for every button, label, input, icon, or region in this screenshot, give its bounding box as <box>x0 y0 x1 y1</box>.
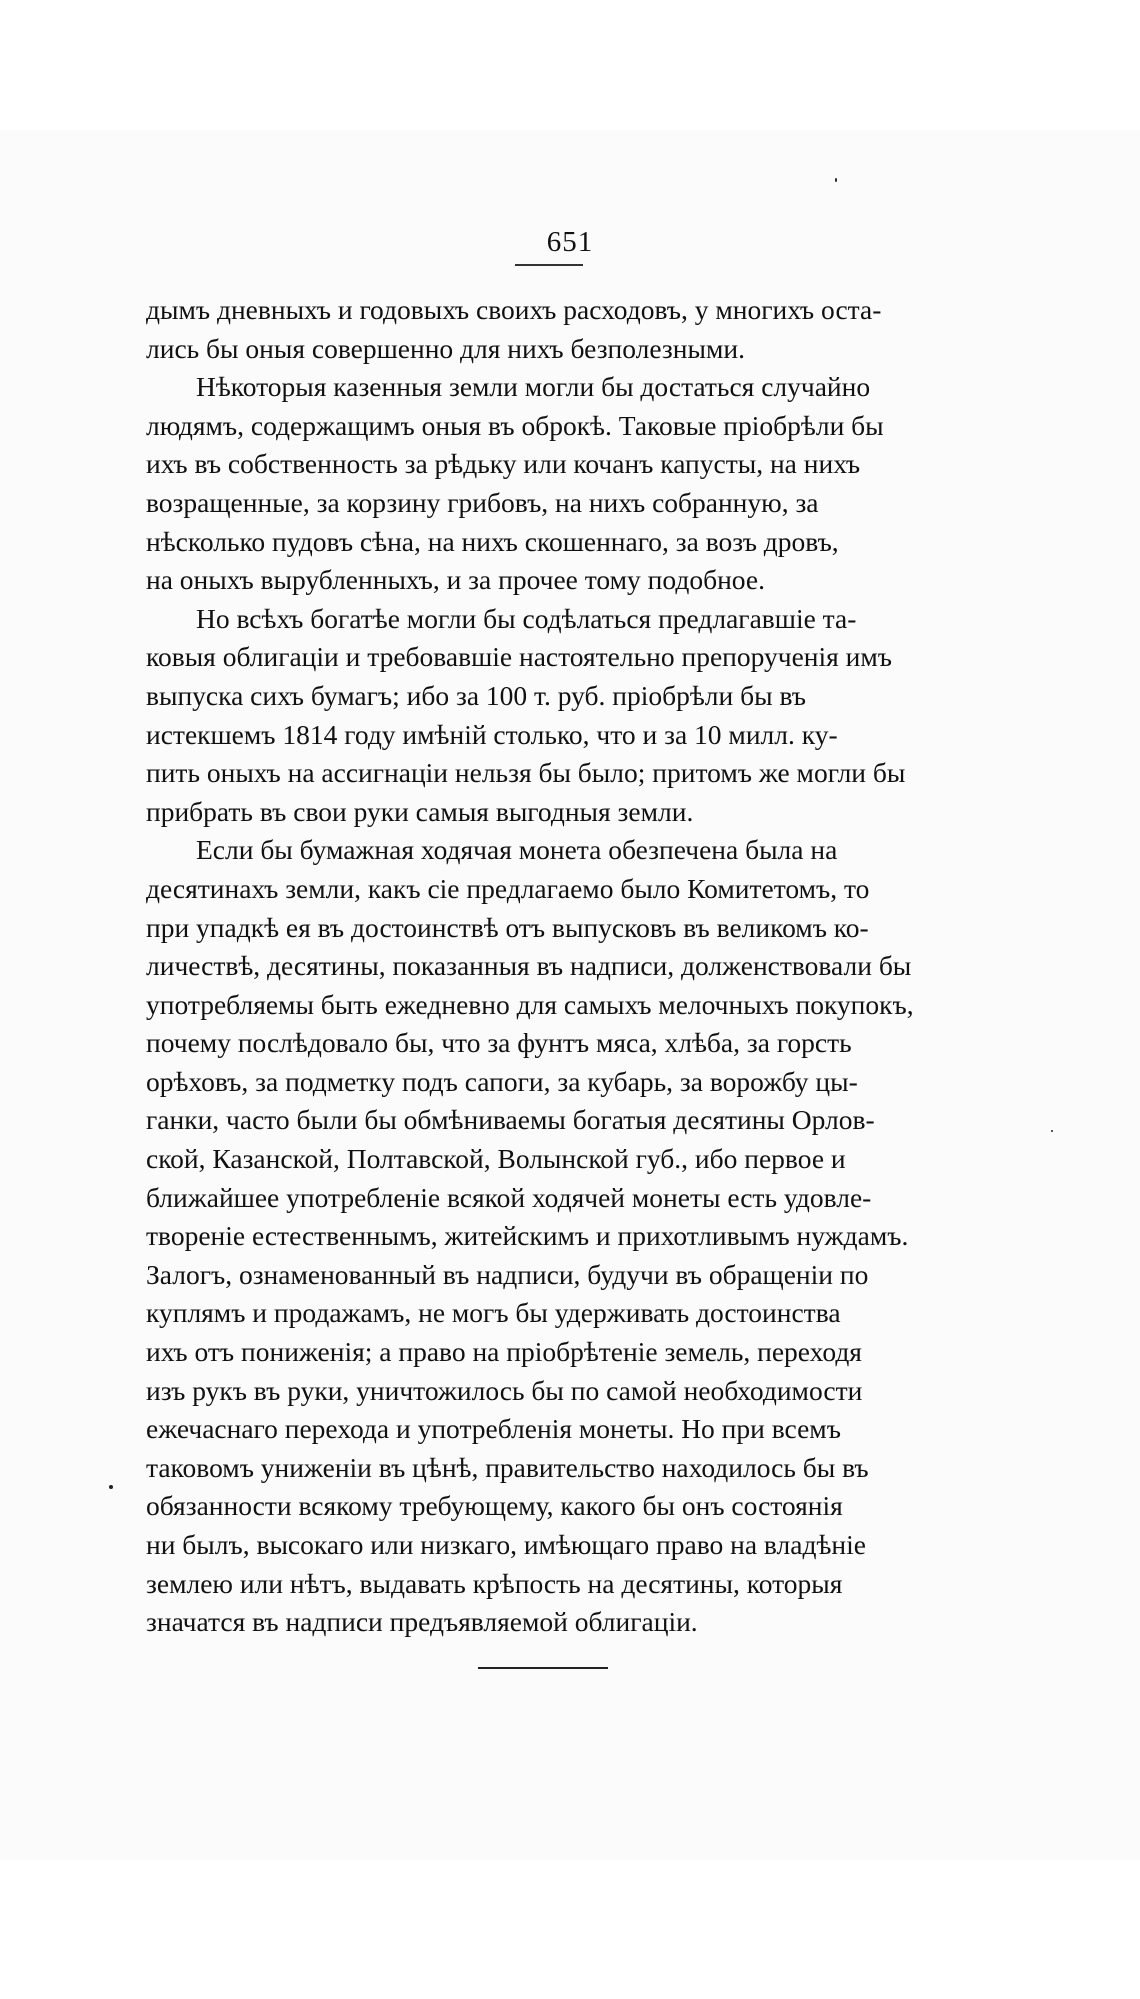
text-line: при упадкѣ ея въ достоинствѣ отъ выпусковъ въ великомъ ко- <box>146 911 869 943</box>
section-end-rule <box>478 1667 608 1669</box>
scan-speck <box>835 178 837 182</box>
text-line: ковыя облигаціи и требовавшіе настоятельно препорученія имъ <box>146 641 893 673</box>
page-number-rule <box>515 264 583 266</box>
text-line: таковомъ униженіи въ цѣнѣ, правительство находилось бы въ <box>146 1451 869 1483</box>
text-line: значатся въ надписи предъявляемой облигаціи. <box>146 1606 698 1638</box>
text-line: орѣховъ, за подметку подъ сапоги, за кубарь, за ворожбу цы- <box>146 1065 858 1097</box>
text-line: ни былъ, высокаго или низкаго, имѣющаго право на владѣніе <box>146 1529 866 1560</box>
text-line: на оныхъ вырубленныхъ, и за прочее тому подобное. <box>146 564 765 596</box>
text-line: десятинахъ земли, какъ сіе предлагаемо было Комитетомъ, то <box>146 872 870 904</box>
text-line: куплямъ и продажамъ, не могъ бы удерживать достоинства <box>146 1297 841 1329</box>
text-line: ской, Казанской, Полтавской, Волынской губ., ибо первое и <box>146 1143 846 1175</box>
text-line: лись бы оныя совершенно для нихъ безполезными. <box>146 332 745 364</box>
scan-speck <box>109 1485 113 1489</box>
text-line: изъ рукъ въ руки, уничтожилось бы по самой необходимости <box>146 1374 863 1406</box>
body-text <box>146 291 941 1642</box>
text-line: ежечаснаго перехода и употребленія монеты. Но при всемъ <box>146 1413 841 1445</box>
text-line: ганки, часто были бы обмѣниваемы богатыя десятины Орлов- <box>146 1104 875 1136</box>
text-line: Залогъ, ознаменованный въ надписи, будучи въ обращеніи по <box>146 1258 869 1290</box>
paragraph-start-line: Но всѣхъ богатѣе могли бы содѣлаться предлагавшіе та- <box>196 602 857 634</box>
text-line: прибрать въ свои руки самыя выгодныя земли. <box>146 795 694 827</box>
text-line: людямъ, содержащимъ оныя въ оброкѣ. Таковые пріобрѣли бы <box>146 409 884 441</box>
text-line: твореніе естественнымъ, житейскимъ и прихотливымъ нуждамъ. <box>146 1220 909 1252</box>
text-line: ихъ отъ пониженія; а право на пріобрѣтеніе земель, переходя <box>146 1336 862 1368</box>
text-line: пить оныхъ на ассигнаціи нельзя бы было; притомъ же могли бы <box>146 757 906 789</box>
text-line: ближайшее употребленіе всякой ходячей монеты есть удовле- <box>146 1181 872 1213</box>
text-line: обязанности всякому требующему, какого бы онъ состоянія <box>146 1490 843 1522</box>
text-line: личествѣ, десятины, показанныя въ надписи, долженствовали бы <box>146 950 912 982</box>
scan-speck <box>1051 1130 1053 1132</box>
text-line: возращенные, за корзину грибовъ, на нихъ собранную, за <box>146 486 819 518</box>
text-line: ихъ въ собственность за рѣдьку или кочанъ капусты, на нихъ <box>146 448 861 480</box>
paragraph-start-line: Нѣкоторыя казенныя земли могли бы достаться случайно <box>196 371 871 403</box>
text-line: употребляемы быть ежедневно для самыхъ мелочныхъ покупокъ, <box>146 988 914 1020</box>
text-line: почему послѣдовало бы, что за фунтъ мяса, хлѣба, за горсть <box>146 1027 852 1059</box>
page-number: 651 <box>546 226 594 258</box>
text-line: выпуска сихъ бумагъ; ибо за 100 т. руб. пріобрѣли бы въ <box>146 679 806 711</box>
paragraph-start-line: Если бы бумажная ходячая монета обезпечена была на <box>196 834 838 866</box>
text-line: истекшемъ 1814 году имѣній столько, что и за 10 милл. ку- <box>146 718 838 750</box>
text-line: нѣсколько пудовъ сѣна, на нихъ скошеннаго, за возъ дровъ, <box>146 525 839 557</box>
text-line: землею или нѣтъ, выдавать крѣпость на десятины, которыя <box>146 1567 843 1599</box>
text-line: дымъ дневныхъ и годовыхъ своихъ расходовъ, у многихъ оста- <box>146 294 882 325</box>
